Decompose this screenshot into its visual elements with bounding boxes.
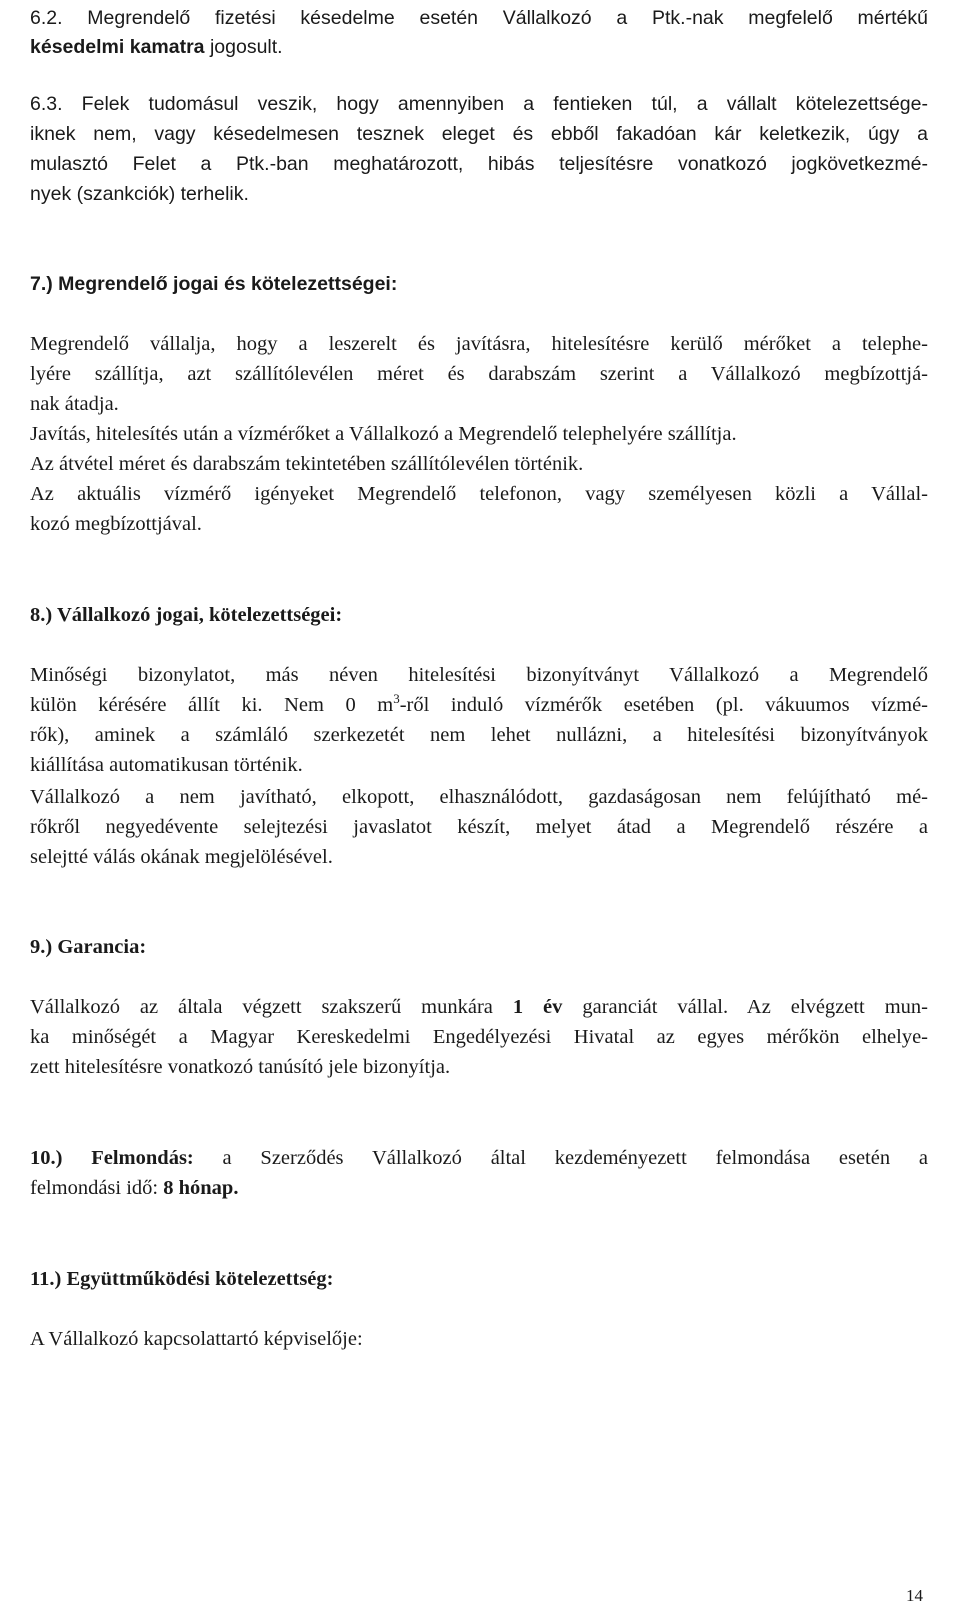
- section-8-line-4: kiállítása automatikusan történik.: [30, 754, 303, 776]
- warranty-period-bold: 1 év: [512, 996, 563, 1018]
- section-7-line-1: Megrendelő vállalja, hogy a leszerelt és javításra, hitelesítésre kerülő mérőket a telephe-: [30, 333, 928, 355]
- section-7-heading: 7.) Megrendelő jogai és kötelezettségei:: [30, 273, 398, 295]
- section-6-3-line-1: 6.3. Felek tudomásul veszik, hogy amennyiben a fentieken túl, a vállalt kötelezettsége-: [30, 93, 928, 115]
- section-8-line-3: rők), aminek a számláló szerkezetét nem lehet nullázni, a hitelesítési bizonyítványok: [30, 724, 928, 746]
- section-8-line-2: [30, 690, 928, 720]
- notice-period-bold: 8 hónap.: [163, 1177, 239, 1199]
- section-8-line-5: Vállalkozó a nem javítható, elkopott, elhasználódott, gazdaságosan nem felújítható mé-: [30, 786, 928, 808]
- section-6-2-text-end: jogosult.: [204, 36, 283, 58]
- cubic-superscript: 3: [393, 691, 400, 707]
- section-9-line-1: [30, 992, 928, 1022]
- section-7-line-3: nak átadja.: [30, 393, 119, 415]
- section-10-line-1-text: a Szerződés Vállalkozó által kezdeményezett felmondása esetén a: [193, 1147, 928, 1169]
- section-10-heading: 10.) Felmondás:: [30, 1147, 194, 1169]
- section-11-line-1: A Vállalkozó kapcsolattartó képviselője:: [30, 1328, 363, 1350]
- section-6-2-line-2: [30, 32, 283, 62]
- section-9-heading: 9.) Garancia:: [30, 936, 147, 958]
- section-6-3-line-2: iknek nem, vagy késedelmesen tesznek eleget és ebből fakadóan kár keletkezik, úgy a: [30, 123, 928, 145]
- section-10-line-1: [30, 1143, 928, 1173]
- section-6-2-text: 6.2. Megrendelő fizetési késedelme esetén Vállalkozó a Ptk.-nak megfelelő mértékű: [30, 7, 928, 29]
- section-8-heading: 8.) Vállalkozó jogai, kötelezettségei:: [30, 604, 343, 626]
- notice-period-label: felmondási idő:: [30, 1177, 164, 1199]
- section-8-line-1: Minőségi bizonylatot, más néven hitelesítési bizonyítványt Vállalkozó a Megrendelő: [30, 664, 928, 686]
- section-8-line-7: selejtté válás okának megjelölésével.: [30, 846, 333, 868]
- section-11-heading: 11.) Együttműködési kötelezettség:: [30, 1268, 334, 1290]
- section-9-line-3: zett hitelesítésre vonatkozó tanúsító jele bizonyítja.: [30, 1056, 451, 1078]
- section-6-2-line-1: [30, 3, 928, 33]
- section-6-3-line-4: nyek (szankciók) terhelik.: [30, 183, 249, 205]
- section-9-line-1-end: garanciát vállal. Az elvégzett mun-: [562, 996, 928, 1018]
- section-8-line-6: rőkről negyedévente selejtezési javaslatot készít, melyet átad a Megrendelő részére a: [30, 816, 928, 838]
- section-7-line-5: Az átvétel méret és darabszám tekintetében szállítólevélen történik.: [30, 453, 584, 475]
- section-9-line-2: ka minőségét a Magyar Kereskedelmi Engedélyezési Hivatal az egyes mérőkön elhelye-: [30, 1026, 928, 1048]
- section-9-line-1-start: Vállalkozó az általa végzett szakszerű munkára: [30, 996, 513, 1018]
- section-7-line-4: Javítás, hitelesítés után a vízmérőket a Vállalkozó a Megrendelő telephelyére szállítja.: [30, 423, 737, 445]
- section-7-line-7: kozó megbízottjával.: [30, 513, 202, 535]
- section-10-line-2: [30, 1173, 238, 1203]
- section-6-3-line-3: mulasztó Felet a Ptk.-ban meghatározott, hibás teljesítésre vonatkozó jogkövetkezmé-: [30, 153, 928, 175]
- page-number: 14: [906, 1586, 923, 1605]
- section-8-line-2-end: -ről induló vízmérők esetében (pl. vákuumos vízmé-: [399, 694, 928, 716]
- late-interest-bold: késedelmi kamatra: [30, 36, 205, 58]
- section-8-line-2-start: külön kérésére állít ki. Nem 0 m: [30, 694, 394, 716]
- section-7-line-2: lyére szállítja, azt szállítólevélen méret és darabszám szerint a Vállalkozó megbízottjá-: [30, 363, 928, 385]
- section-7-line-6: Az aktuális vízmérő igényeket Megrendelő telefonon, vagy személyesen közli a Vállal-: [30, 483, 928, 505]
